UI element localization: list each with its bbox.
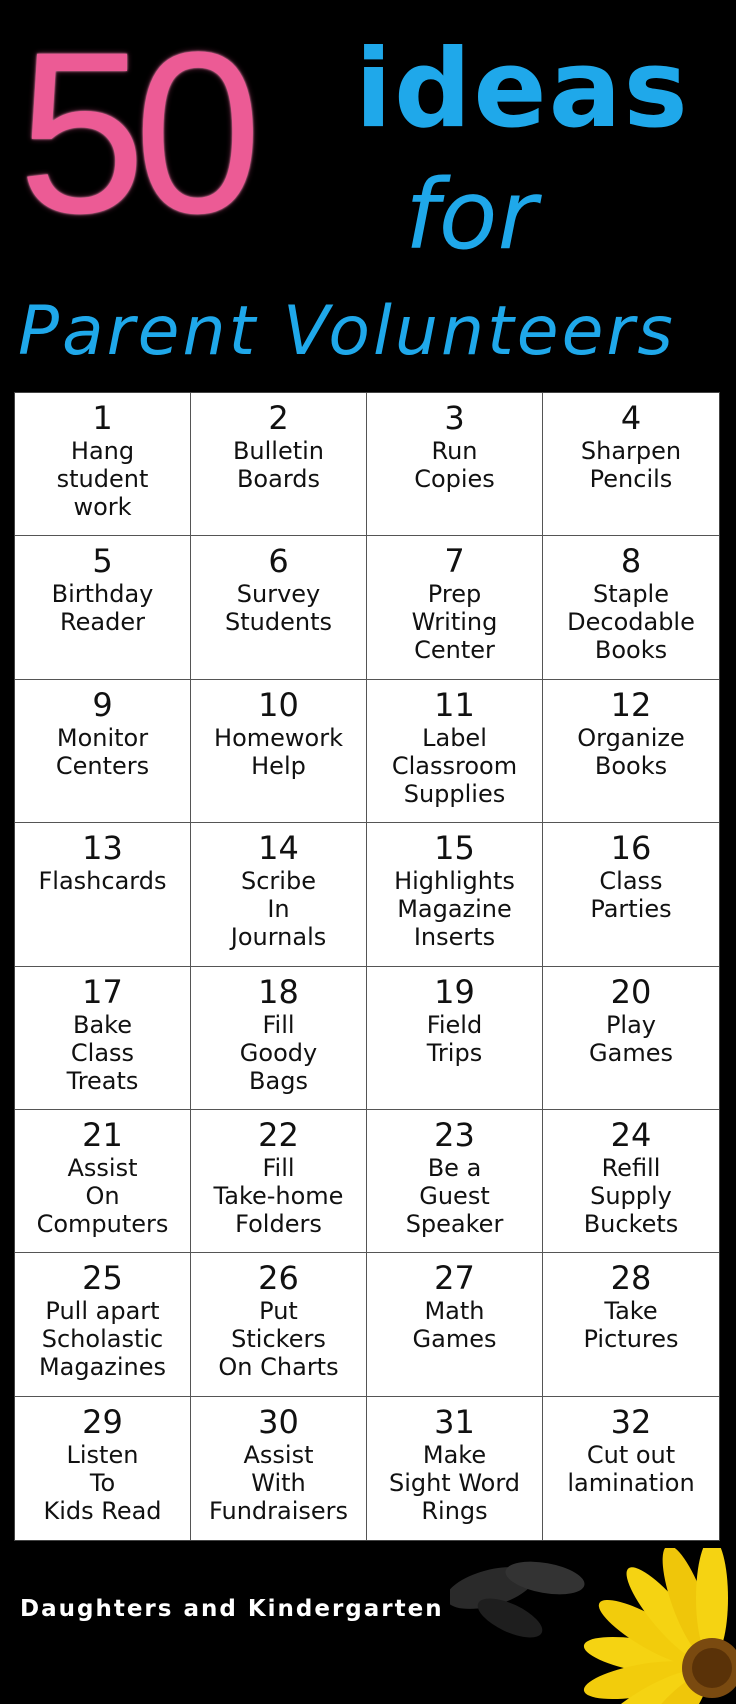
idea-cell bbox=[367, 1110, 543, 1253]
idea-number: 18 bbox=[258, 972, 299, 1011]
idea-label: Pull apart Scholastic Magazines bbox=[38, 1297, 167, 1382]
idea-label: Birthday Reader bbox=[51, 580, 154, 637]
idea-label: Staple Decodable Books bbox=[567, 580, 695, 665]
idea-cell bbox=[191, 536, 367, 679]
idea-number: 21 bbox=[82, 1115, 123, 1154]
idea-label: Bake Class Treats bbox=[66, 1010, 139, 1095]
idea-number: 15 bbox=[434, 829, 475, 868]
idea-cell bbox=[367, 1253, 543, 1396]
idea-number: 3 bbox=[444, 399, 465, 437]
title-ideas: ideas bbox=[355, 27, 690, 152]
idea-cell bbox=[543, 680, 719, 823]
idea-number: 20 bbox=[610, 972, 652, 1011]
idea-cell bbox=[367, 536, 543, 679]
idea-number: 5 bbox=[92, 542, 113, 581]
title-for: for bbox=[405, 159, 537, 271]
title-area bbox=[0, 0, 736, 392]
idea-label: Bulletin Boards bbox=[232, 437, 325, 493]
idea-label: Field Trips bbox=[426, 1010, 483, 1067]
idea-cell bbox=[191, 967, 367, 1110]
idea-label: Take Pictures bbox=[583, 1297, 679, 1354]
idea-cell bbox=[543, 823, 719, 966]
idea-label: Make Sight Word Rings bbox=[388, 1440, 521, 1525]
idea-label: Cut out lamination bbox=[567, 1440, 695, 1497]
idea-number: 24 bbox=[610, 1115, 652, 1154]
idea-number: 32 bbox=[610, 1402, 652, 1441]
sunflower-icon bbox=[450, 1548, 736, 1704]
idea-label: Hang student work bbox=[56, 437, 149, 521]
idea-cell bbox=[367, 393, 543, 536]
idea-number: 17 bbox=[82, 972, 123, 1011]
idea-label: Organize Books bbox=[577, 723, 685, 780]
idea-number: 9 bbox=[92, 685, 113, 724]
idea-number: 23 bbox=[434, 1115, 475, 1154]
idea-label: Monitor Centers bbox=[55, 723, 150, 780]
idea-label: Label Classroom Supplies bbox=[391, 723, 518, 808]
idea-label: Assist With Fundraisers bbox=[208, 1440, 349, 1525]
idea-number: 6 bbox=[268, 542, 289, 581]
idea-label: Flashcards bbox=[38, 867, 167, 896]
idea-label: Highlights Magazine Inserts bbox=[394, 867, 515, 952]
idea-cell bbox=[367, 680, 543, 823]
idea-number: 2 bbox=[268, 399, 289, 437]
idea-cell bbox=[15, 1253, 191, 1396]
idea-number: 10 bbox=[258, 685, 299, 724]
idea-cell bbox=[191, 823, 367, 966]
idea-cell bbox=[367, 1397, 543, 1540]
idea-label: Fill Take-home Folders bbox=[213, 1153, 344, 1238]
title-subtitle: Parent Volunteers bbox=[18, 292, 676, 371]
idea-number: 28 bbox=[610, 1259, 652, 1298]
ideas-grid bbox=[14, 392, 720, 1541]
idea-number: 14 bbox=[258, 829, 299, 868]
idea-cell bbox=[191, 680, 367, 823]
idea-cell bbox=[191, 1110, 367, 1253]
idea-label: Put Stickers On Charts bbox=[218, 1297, 339, 1382]
title-number: 50 bbox=[18, 4, 250, 261]
footer-credit: Daughters and Kindergarten bbox=[20, 1596, 444, 1622]
idea-cell bbox=[15, 1110, 191, 1253]
idea-number: 7 bbox=[444, 542, 465, 581]
idea-label: Refill Supply Buckets bbox=[583, 1153, 679, 1238]
idea-cell bbox=[543, 536, 719, 679]
idea-cell bbox=[367, 967, 543, 1110]
idea-number: 31 bbox=[434, 1402, 475, 1441]
idea-number: 25 bbox=[82, 1259, 123, 1298]
idea-cell bbox=[543, 1397, 719, 1540]
idea-cell bbox=[15, 1397, 191, 1540]
idea-number: 26 bbox=[258, 1259, 299, 1298]
idea-label: Homework Help bbox=[214, 723, 343, 780]
idea-cell bbox=[367, 823, 543, 966]
idea-number: 1 bbox=[92, 399, 113, 437]
idea-cell bbox=[543, 1253, 719, 1396]
petals bbox=[581, 1548, 736, 1704]
idea-number: 13 bbox=[82, 829, 123, 868]
idea-cell bbox=[191, 1397, 367, 1540]
idea-cell bbox=[543, 393, 719, 536]
idea-label: Fill Goody Bags bbox=[239, 1010, 318, 1095]
idea-cell bbox=[15, 680, 191, 823]
idea-number: 22 bbox=[258, 1115, 299, 1154]
idea-cell bbox=[543, 967, 719, 1110]
dark-leaves bbox=[450, 1556, 587, 1645]
idea-cell bbox=[15, 823, 191, 966]
idea-cell bbox=[15, 536, 191, 679]
idea-label: Assist On Computers bbox=[36, 1153, 169, 1238]
idea-number: 4 bbox=[620, 399, 642, 437]
idea-cell bbox=[543, 1110, 719, 1253]
idea-number: 19 bbox=[434, 972, 475, 1011]
idea-number: 8 bbox=[620, 542, 642, 581]
idea-label: Sharpen Pencils bbox=[580, 437, 682, 493]
idea-number: 27 bbox=[434, 1259, 475, 1298]
idea-cell bbox=[191, 1253, 367, 1396]
idea-number: 11 bbox=[434, 685, 475, 724]
idea-label: Play Games bbox=[589, 1010, 673, 1067]
idea-number: 12 bbox=[610, 685, 652, 724]
idea-label: Class Parties bbox=[590, 867, 672, 924]
idea-label: Math Games bbox=[412, 1297, 497, 1354]
idea-cell bbox=[15, 393, 191, 536]
idea-label: Be a Guest Speaker bbox=[405, 1153, 504, 1238]
idea-cell bbox=[15, 967, 191, 1110]
idea-number: 29 bbox=[82, 1402, 123, 1441]
idea-number: 16 bbox=[610, 829, 652, 868]
idea-label: Prep Writing Center bbox=[411, 580, 498, 665]
idea-label: Scribe In Journals bbox=[230, 867, 327, 952]
idea-label: Survey Students bbox=[225, 580, 332, 637]
idea-label: Listen To Kids Read bbox=[43, 1440, 162, 1525]
idea-cell bbox=[191, 393, 367, 536]
idea-label: Run Copies bbox=[414, 437, 495, 493]
idea-number: 30 bbox=[258, 1402, 299, 1441]
